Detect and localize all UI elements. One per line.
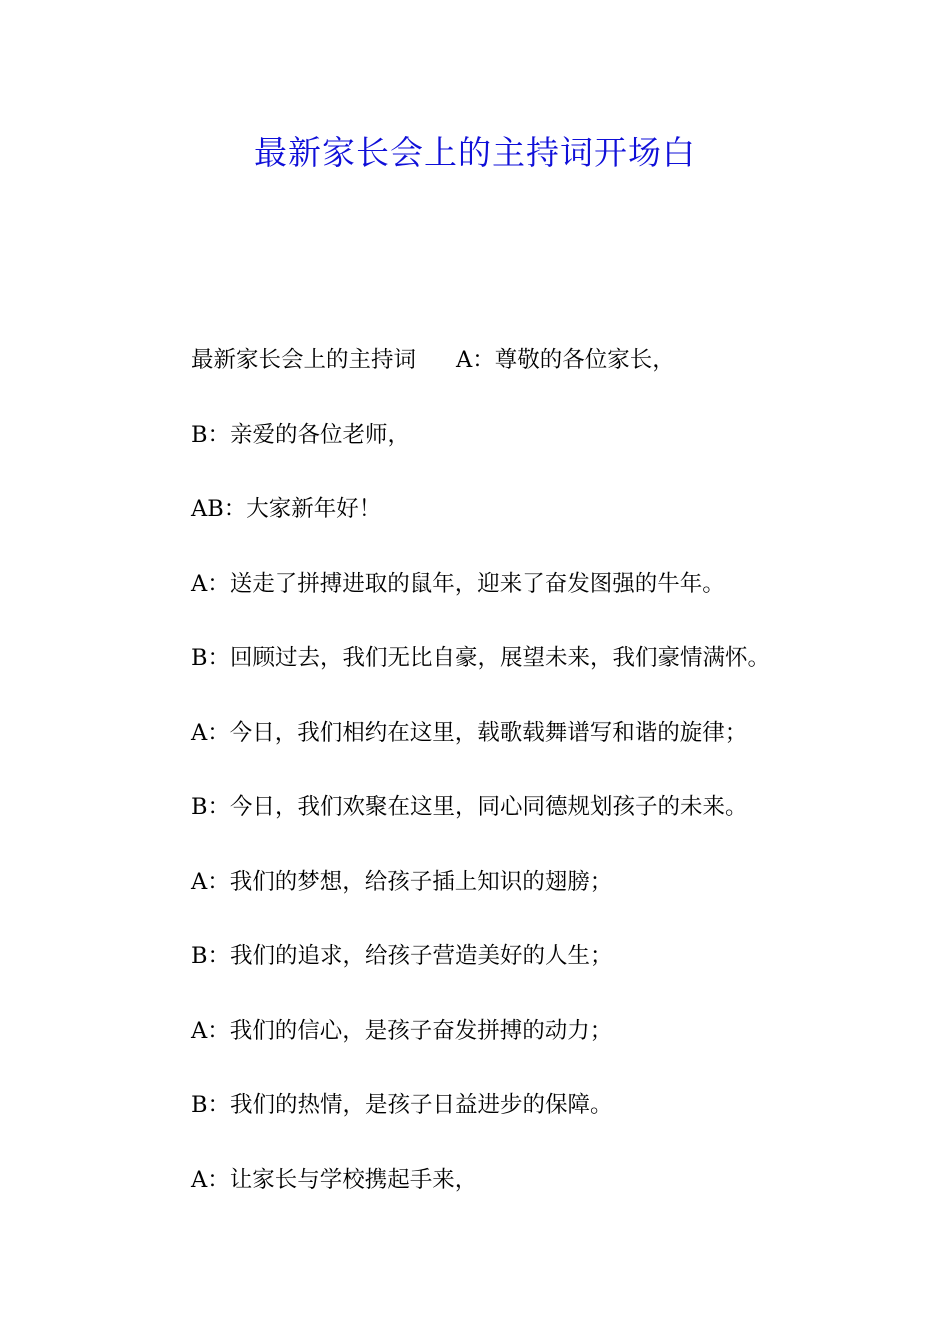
paragraph-line: B：亲爱的各位老师， — [191, 421, 411, 448]
paragraph-line: A：我们的梦想，给孩子插上知识的翅膀； — [191, 868, 613, 895]
paragraph-line: B：我们的热情，是孩子日益进步的保障。 — [191, 1092, 613, 1118]
paragraph-line: A：让家长与学校携起手来， — [191, 1166, 478, 1193]
paragraph-line: A：今日，我们相约在这里，载歌载舞谱写和谐的旋律； — [191, 719, 748, 746]
document-body — [191, 341, 911, 1235]
paragraph-line: B：我们的追求，给孩子营造美好的人生； — [191, 943, 613, 969]
greeting-text: A：尊敬的各位家长， — [456, 347, 675, 373]
paragraph-line: A：送走了拼搏进取的鼠年，迎来了奋发图强的牛年。 — [191, 570, 725, 597]
paragraph-line — [191, 341, 911, 416]
document-title: 最新家长会上的主持词开场白 — [254, 133, 696, 172]
paragraph-line: B：回顾过去，我们无比自豪，展望未来，我们豪情满怀。 — [191, 645, 771, 671]
paragraph-line: A：我们的信心，是孩子奋发拼搏的动力； — [191, 1017, 613, 1044]
paragraph-line: AB：大家新年好！ — [191, 496, 382, 522]
subtitle-text: 最新家长会上的主持词 — [191, 347, 417, 373]
paragraph-line: B：今日，我们欢聚在这里，同心同德规划孩子的未来。 — [191, 794, 748, 820]
